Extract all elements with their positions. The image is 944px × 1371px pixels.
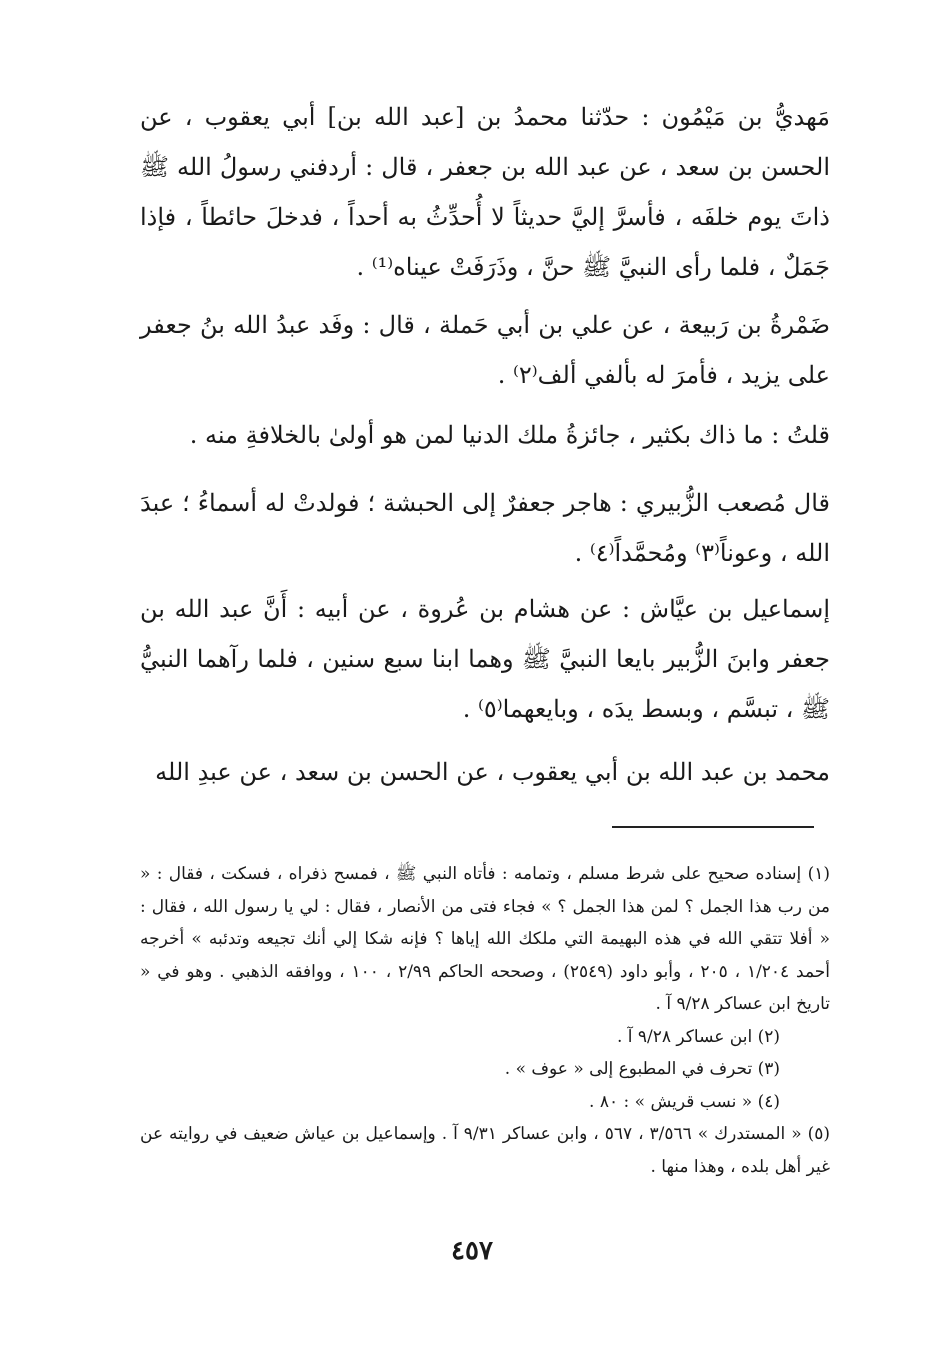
footnote-3: (٣) تحرف في المطبوع إلى « عوف » . [504, 1059, 780, 1079]
footnote-5: (٥) « المستدرك » ٣/٥٦٦ ، ٥٦٧ ، وابن عساكر ٩/٣١ آ . وإسماعيل بن عياش ضعيف في روايته عن غير أهل بلده ، وهذا منها . [140, 1124, 830, 1177]
footnote-2: (٢) ابن عساكر ٩/٢٨ آ . [616, 1026, 780, 1047]
paragraph-ismail-ibn-ayyash: إسماعيل بن عيَّاش : عن هشام بن عُروة ، عن أبيه : أَنَّ عبد الله بن جعفر وابنَ الزُّبير بايعا النبيَّ ﷺ وهما ابنا سبع سنين ، فلما رآهما النبيُّ ﷺ ، تبسَّم ، وبسط يدَه ، وبايعهما⁽٥⁾ . [140, 595, 831, 723]
paragraph-mahdi-ibn-maymun: مَهديُّ بن مَيْمُون : حدّثنا محمدُ بن [عبد الله بن] أبي يعقوب ، عن الحسن بن سعد ، عن عبد الله بن جعفر ، قال : أردفني رسولُ الله ﷺ ذاتَ يوم خلفَه ، فأسرَّ إليَّ حديثاً لا أُحدِّثُ به أحداً ، فدخلَ حائطاً ، فإذا جَمَلٌ ، فلما رأى النبيَّ ﷺ حنَّ ، وذَرَفَتْ عيناه⁽¹⁾ . [140, 103, 830, 281]
footnote-separator [612, 826, 814, 828]
footnotes-section [140, 858, 830, 1183]
paragraph-musab-al-zubayri: قال مُصعب الزُّبيري : هاجر جعفرٌ إلى الحبشة ؛ فولدتْ له أسماءُ ؛ عبدَ الله ، وعوناً⁽٣⁾ ومُحمَّداً⁽٤⁾ . [140, 489, 830, 567]
paragraph-damra-ibn-rabia: ضَمْرةُ بن رَبيعة ، عن علي بن أبي حَملة ، قال : وفَد عبدُ الله بنُ جعفر على يزيد ، فأمرَ له بألفي ألف⁽٢⁾ . [140, 311, 830, 389]
footnote-1: (١) إسناده صحيح على شرط مسلم ، وتمامه : فأتاه النبي ﷺ ، فمسح ذفراه ، فسكت ، فقال : « من رب هذا الجمل ؟ لمن هذا الجمل ؟ » فجاء فتى من الأنصار ، فقال : لي يا رسول الله ، فقال : « أفلا تتقي الله في هذه البهيمة التي ملكك الله إياها ؟ فإنه شكا إلي أنك تجيعه وتدئبه » أخرجه أحمد ١/٢٠٤ ، ٢٠٥ ، وأبو داود (٢٥٤٩) ، وصححه الحاكم ٢/٩٩ ، ١٠٠ ، ووافقه الذهبي . وهو في « تاريخ ابن عساكر ٩/٢٨ آ . [140, 864, 831, 1014]
page-number: ٤٥٧ [451, 1236, 493, 1266]
footnote-4: (٤) « نسب قريش » : ٨٠ . [589, 1091, 780, 1112]
paragraph-author-comment: قلتُ : ما ذاك بكثير ، جائزةُ ملك الدنيا لمن هو أولىٰ بالخلافةِ منه . [189, 421, 830, 449]
paragraph-muhammad-ibn-abdullah: محمد بن عبد الله بن أبي يعقوب ، عن الحسن بن سعد ، عن عبدِ الله [155, 758, 830, 786]
